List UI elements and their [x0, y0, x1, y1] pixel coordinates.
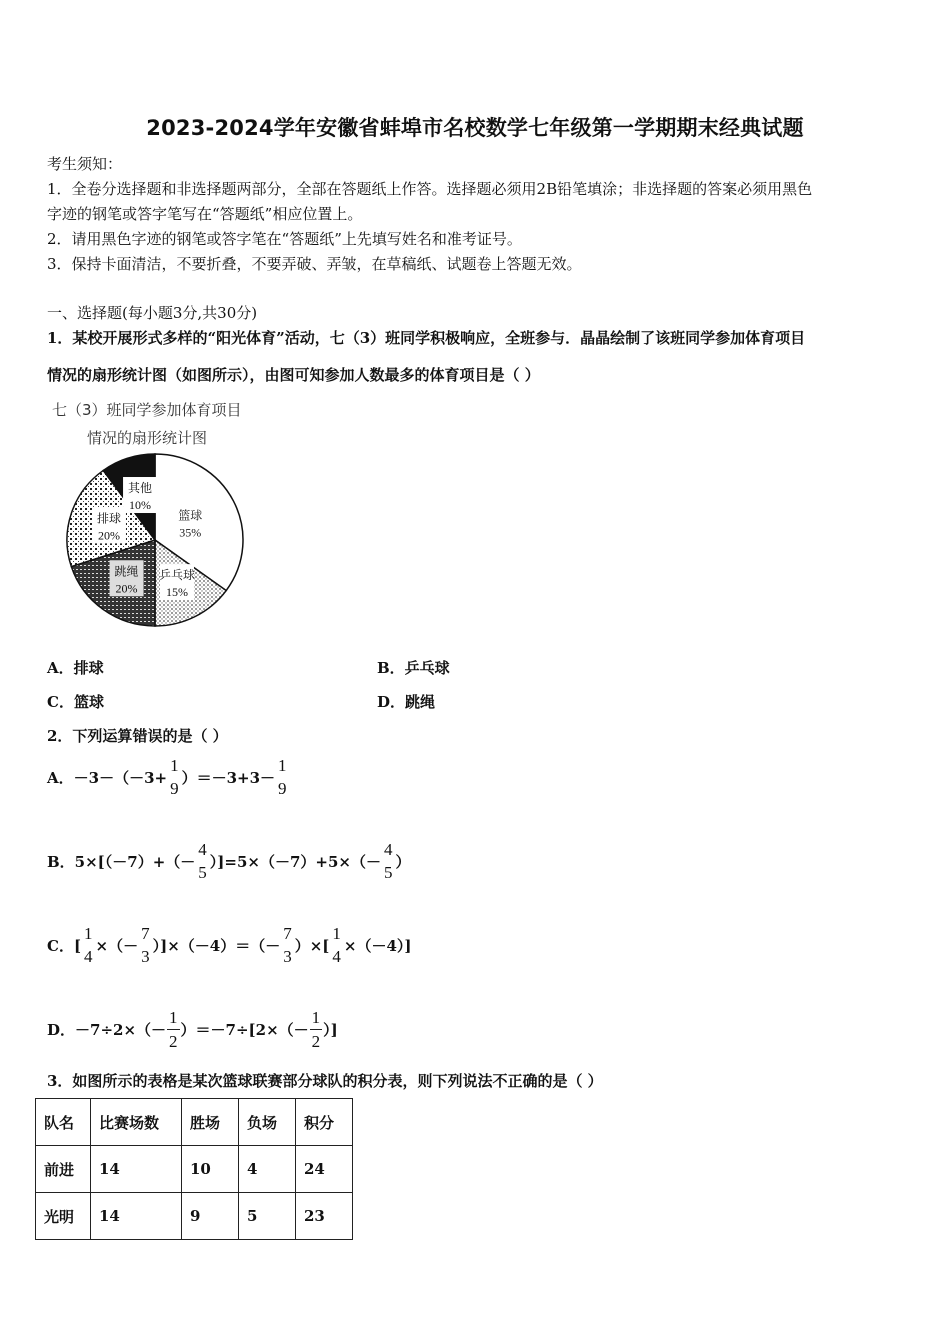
q2-c-text-5: ×（－4）] [343, 936, 412, 955]
fraction [168, 757, 181, 797]
pie-slice-label: 跳绳 [114, 564, 139, 579]
fraction [330, 925, 343, 965]
fraction [82, 925, 95, 965]
table-cell: 前进 [36, 1146, 91, 1193]
numerator: 7 [283, 924, 292, 943]
numerator: 4 [383, 840, 393, 859]
q2-d-text-1: D．－7÷2×（－ [47, 1021, 167, 1039]
numerator: 1 [311, 1008, 321, 1027]
q2-d-text-2: ）＝－7÷[2×（－ [180, 1021, 309, 1039]
fraction [281, 925, 294, 965]
q1-option-d: D．跳绳 [377, 693, 436, 711]
section-heading: 一、选择题(每小题3分,共30分) [47, 304, 258, 322]
numerator: 1 [84, 924, 93, 943]
numerator: 1 [169, 1008, 178, 1027]
notice-item-1: 1．全卷分选择题和非选择题两部分，全部在答题纸上作答。选择题必须用2B铅笔填涂；非选择题的答案必须用黑色 [47, 180, 813, 198]
denominator: 4 [84, 947, 93, 966]
table-cell: 光明 [36, 1193, 91, 1240]
numerator: 1 [332, 924, 341, 943]
q2-b-text-1: B．5×[（－7）+（－ [47, 852, 196, 871]
denominator: 9 [170, 779, 179, 798]
table-header-cell: 比赛场数 [91, 1099, 182, 1146]
score-table [35, 1098, 353, 1240]
table-header-cell: 胜场 [182, 1099, 239, 1146]
q1-option-c: C．篮球 [47, 693, 104, 711]
denominator: 9 [278, 779, 287, 798]
notice-item-1-cont: 字迹的钢笔或答字笔写在“答题纸”相应位置上。 [47, 205, 363, 223]
q2-a-text-2: ）＝－3+3－ [181, 768, 276, 787]
numerator: 1 [278, 756, 287, 775]
q1-stem-cont: 情况的扇形统计图（如图所示），由图可知参加人数最多的体育项目是（ ） [47, 366, 540, 384]
pie-slice-value-label: 20% [97, 528, 120, 543]
table-cell: 10 [182, 1146, 239, 1193]
denominator: 4 [332, 947, 341, 966]
denominator: 3 [283, 947, 292, 966]
pie-slice-value-label: 10% [129, 498, 152, 513]
pie-slice-label: 乒乓球 [158, 568, 195, 583]
q1-stem: 1．某校开展形式多样的“阳光体育”活动，七（3）班同学积极响应，全班参与．晶晶绘制了该班同学参加体育项目 [47, 329, 806, 347]
denominator: 2 [310, 1029, 323, 1050]
q1-option-b: B．乒乓球 [377, 659, 450, 677]
q2-c-text-1: C．[ [47, 936, 82, 955]
table-cell: 14 [91, 1193, 182, 1240]
table-header-cell: 队名 [36, 1099, 91, 1146]
notice-item-2: 2．请用黑色字迹的钢笔或答字笔在“答题纸”上先填写姓名和准考证号。 [47, 230, 522, 248]
table-row [36, 1193, 353, 1240]
numerator: 1 [170, 756, 179, 775]
table-cell: 14 [91, 1146, 182, 1193]
pie-slice-value-label: 35% [179, 525, 202, 540]
q2-c-text-3: ）]×（－4）＝（－ [152, 936, 281, 955]
q2-b-text-2: ）]=5×（－7）+5×（－ [209, 852, 381, 871]
notice-item-3: 3．保持卡面清洁，不要折叠，不要弄破、弄皱，在草稿纸、试题卷上答题无效。 [47, 255, 582, 273]
table-row [36, 1146, 353, 1193]
table-cell: 4 [239, 1146, 296, 1193]
pie-slice-label: 其他 [128, 481, 153, 496]
table-cell: 24 [296, 1146, 353, 1193]
fraction [382, 841, 395, 881]
q2-option-a [47, 757, 290, 797]
table-cell: 5 [239, 1193, 296, 1240]
fraction [310, 1009, 323, 1050]
q2-option-b [47, 841, 411, 881]
chart-title-line2: 情况的扇形统计图 [87, 429, 208, 447]
pie-slice-value-label: 15% [165, 585, 188, 600]
table-cell: 9 [182, 1193, 239, 1240]
denominator: 3 [141, 947, 150, 966]
q2-c-text-4: ）×[ [294, 936, 330, 955]
q2-option-c [47, 925, 412, 965]
q2-c-text-2: ×（－ [95, 936, 139, 955]
q1-option-a: A．排球 [47, 659, 104, 677]
denominator: 2 [167, 1029, 180, 1050]
numerator: 4 [198, 840, 207, 859]
fraction [167, 1009, 180, 1050]
numerator: 7 [141, 924, 150, 943]
table-header-row [36, 1099, 353, 1146]
pie-slice-label: 排球 [96, 511, 121, 526]
fraction [139, 925, 152, 965]
pie-slice-value-label: 20% [115, 581, 138, 596]
table-header-cell: 积分 [296, 1099, 353, 1146]
table-header-cell: 负场 [239, 1099, 296, 1146]
q3-stem: 3．如图所示的表格是某次篮球联赛部分球队的积分表，则下列说法不正确的是（ ） [47, 1072, 603, 1090]
q2-d-text-3: ）] [323, 1021, 338, 1039]
chart-title-line1: 七（3）班同学参加体育项目 [52, 401, 242, 419]
denominator: 5 [383, 863, 393, 882]
pie-slice-label: 篮球 [178, 508, 203, 523]
fraction [196, 841, 209, 881]
q2-stem: 2．下列运算错误的是（ ） [47, 727, 228, 745]
q2-a-text-1: A．－3－（－3+ [47, 768, 168, 787]
pie-chart [55, 448, 255, 638]
notice-header: 考生须知： [47, 155, 123, 173]
table-cell: 23 [296, 1193, 353, 1240]
q2-option-d [47, 1009, 338, 1050]
denominator: 5 [198, 863, 207, 882]
doc-title: 2023-2024学年安徽省蚌埠市名校数学七年级第一学期期末经典试题 [146, 116, 804, 140]
fraction [276, 757, 289, 797]
q2-b-text-3: ） [395, 852, 411, 871]
